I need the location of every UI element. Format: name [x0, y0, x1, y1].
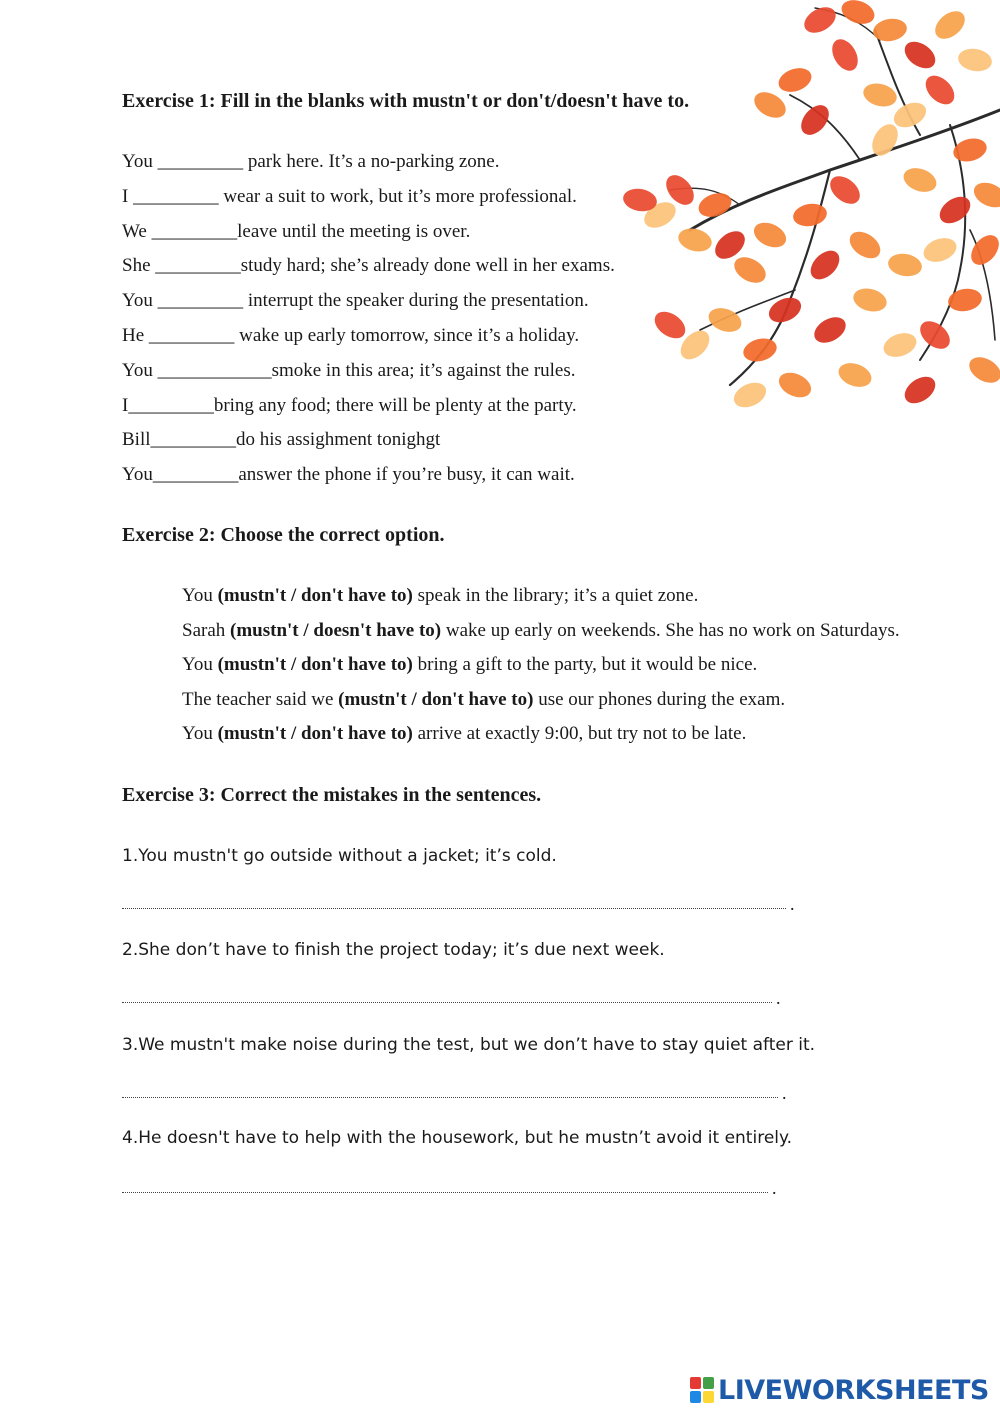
leaf-shape — [951, 135, 990, 165]
leaf-shape — [900, 371, 940, 409]
leaf-shape — [765, 293, 805, 327]
answer-line[interactable] — [122, 1002, 772, 1003]
correction-sentence: 2.She don’t have to finish the project today; it’s due next week. — [122, 940, 665, 960]
leaf-shape — [935, 191, 975, 229]
leaf-shape — [838, 0, 877, 28]
leaf-shape — [890, 98, 930, 132]
blank-field[interactable]: _________ — [133, 185, 219, 207]
sentence: She _________study hard; she’s already done well in her exams. — [122, 255, 615, 277]
blank-field[interactable]: _________ — [157, 290, 244, 312]
leaf-shape — [695, 189, 734, 221]
sentence: He _________ wake up early tomorrow, since it’s a holiday. — [122, 324, 580, 346]
leaf-shape — [871, 16, 908, 44]
leaf-shape — [970, 178, 1000, 212]
logo-square-red — [690, 1377, 701, 1389]
exercise1-title: Exercise 1: Fill in the blanks with mustn't or don't/doesn't have to. — [122, 90, 690, 112]
blank-field[interactable]: _________ — [128, 394, 214, 416]
sentence: You _________ park here. It’s a no-parking zone. — [122, 151, 500, 172]
blank-field[interactable]: _________ — [150, 429, 237, 451]
leaf-shape — [810, 312, 850, 348]
leaf-shape — [805, 245, 845, 285]
leaf-shape — [886, 251, 923, 279]
sentence: You (mustn't / don't have to) bring a gift to the party, but it would be nice. — [182, 654, 758, 676]
logo-grid-icon — [690, 1377, 714, 1403]
leaf-shape — [920, 70, 960, 110]
blank-field[interactable]: _________ — [152, 464, 239, 486]
option-choice[interactable]: (mustn't / don't have to) — [217, 654, 413, 676]
exercise2-title: Exercise 2: Choose the correct option. — [122, 524, 445, 546]
leaf-shape — [730, 378, 770, 410]
leaf-shape — [915, 316, 955, 355]
leaf-shape — [900, 36, 940, 74]
blank-field[interactable]: _________ — [155, 255, 241, 277]
sentence: The teacher said we (mustn't / don't have to) use our phones during the exam. — [182, 688, 786, 710]
leaf-shape — [900, 164, 939, 196]
leaf-shape — [861, 80, 900, 110]
sentence: Sarah (mustn't / doesn't have to) wake up early on weekends. She has no work on Saturdays. — [182, 619, 900, 641]
leaf-shape — [775, 368, 815, 402]
answer-line[interactable] — [122, 908, 786, 909]
answer-line[interactable] — [122, 1192, 768, 1193]
leaf-shape — [946, 286, 983, 314]
option-choice[interactable]: (mustn't / don't have to) — [217, 723, 413, 745]
sentence: You _________ interrupt the speaker during the presentation. — [122, 290, 589, 312]
sentence: You_________answer the phone if you’re busy, it can wait. — [122, 464, 575, 486]
leaf-shape — [741, 335, 780, 365]
option-choice[interactable]: (mustn't / don't have to) — [217, 585, 413, 606]
logo-square-yellow — [703, 1391, 714, 1403]
blank-field[interactable]: ____________ — [157, 359, 272, 381]
leaf-shape — [825, 171, 865, 210]
leaf-shape — [800, 2, 840, 38]
leaf-shape — [966, 230, 1000, 270]
leaf-shape — [750, 87, 790, 123]
leaf-shape — [730, 252, 770, 288]
leaf-shape — [791, 201, 828, 229]
sentence: I_________bring any food; there will be plenty at the party. — [122, 394, 577, 416]
correction-sentence: 4.He doesn't have to help with the housework, but he mustn’t avoid it entirely. — [122, 1128, 793, 1148]
sentence: You (mustn't / don't have to) speak in the library; it’s a quiet zone. — [182, 585, 699, 606]
liveworksheets-logo — [690, 1372, 989, 1408]
leaf-shape — [867, 120, 903, 160]
autumn-leaves-decoration — [620, 0, 1000, 410]
option-choice[interactable]: (mustn't / doesn't have to) — [230, 619, 442, 641]
leaf-shape — [676, 225, 715, 255]
sentence: You (mustn't / don't have to) arrive at exactly 9:00, but try not to be late. — [182, 723, 747, 745]
leaf-shape — [796, 100, 835, 140]
blank-field[interactable]: _________ — [157, 151, 244, 172]
leaf-shape — [965, 352, 1000, 388]
leaf-shape — [835, 359, 874, 391]
logo-square-blue — [690, 1391, 701, 1403]
correction-sentence: 1.You mustn't go outside without a jacket; it’s cold. — [122, 846, 557, 866]
leaf-shape — [705, 304, 744, 336]
blank-field[interactable]: _________ — [148, 324, 235, 346]
answer-line-end: . — [776, 988, 781, 1008]
leaf-shape — [650, 306, 690, 344]
option-choice[interactable]: (mustn't / don't have to) — [338, 688, 534, 710]
sentence: We _________leave until the meeting is over. — [122, 220, 471, 242]
leaf-shape — [827, 35, 863, 75]
leaf-shape — [845, 226, 885, 264]
logo-text: LIVEWORKSHEETS — [718, 1374, 989, 1406]
answer-line-end: . — [772, 1178, 777, 1198]
leaf-shape — [930, 6, 970, 45]
leaf-shape — [956, 46, 993, 74]
exercise3-title: Exercise 3: Correct the mistakes in the sentences. — [122, 784, 542, 806]
sentence: Bill_________do his assighment tonighgt — [122, 429, 441, 451]
answer-line-end: . — [790, 894, 795, 914]
leaf-shape — [880, 329, 919, 361]
correction-sentence: 3.We mustn't make noise during the test, but we don’t have to stay quiet after it. — [122, 1035, 816, 1055]
answer-line-end: . — [782, 1083, 787, 1103]
sentence: I _________ wear a suit to work, but it’s more professional. — [122, 185, 577, 207]
leaf-shape — [775, 64, 814, 96]
leaf-shape — [920, 234, 959, 266]
logo-square-green — [703, 1377, 714, 1389]
leaf-shape — [851, 285, 890, 315]
leaf-shape — [750, 218, 790, 252]
blank-field[interactable]: _________ — [151, 220, 238, 242]
answer-line[interactable] — [122, 1097, 778, 1098]
sentence: You ____________smoke in this area; it’s against the rules. — [122, 359, 576, 381]
